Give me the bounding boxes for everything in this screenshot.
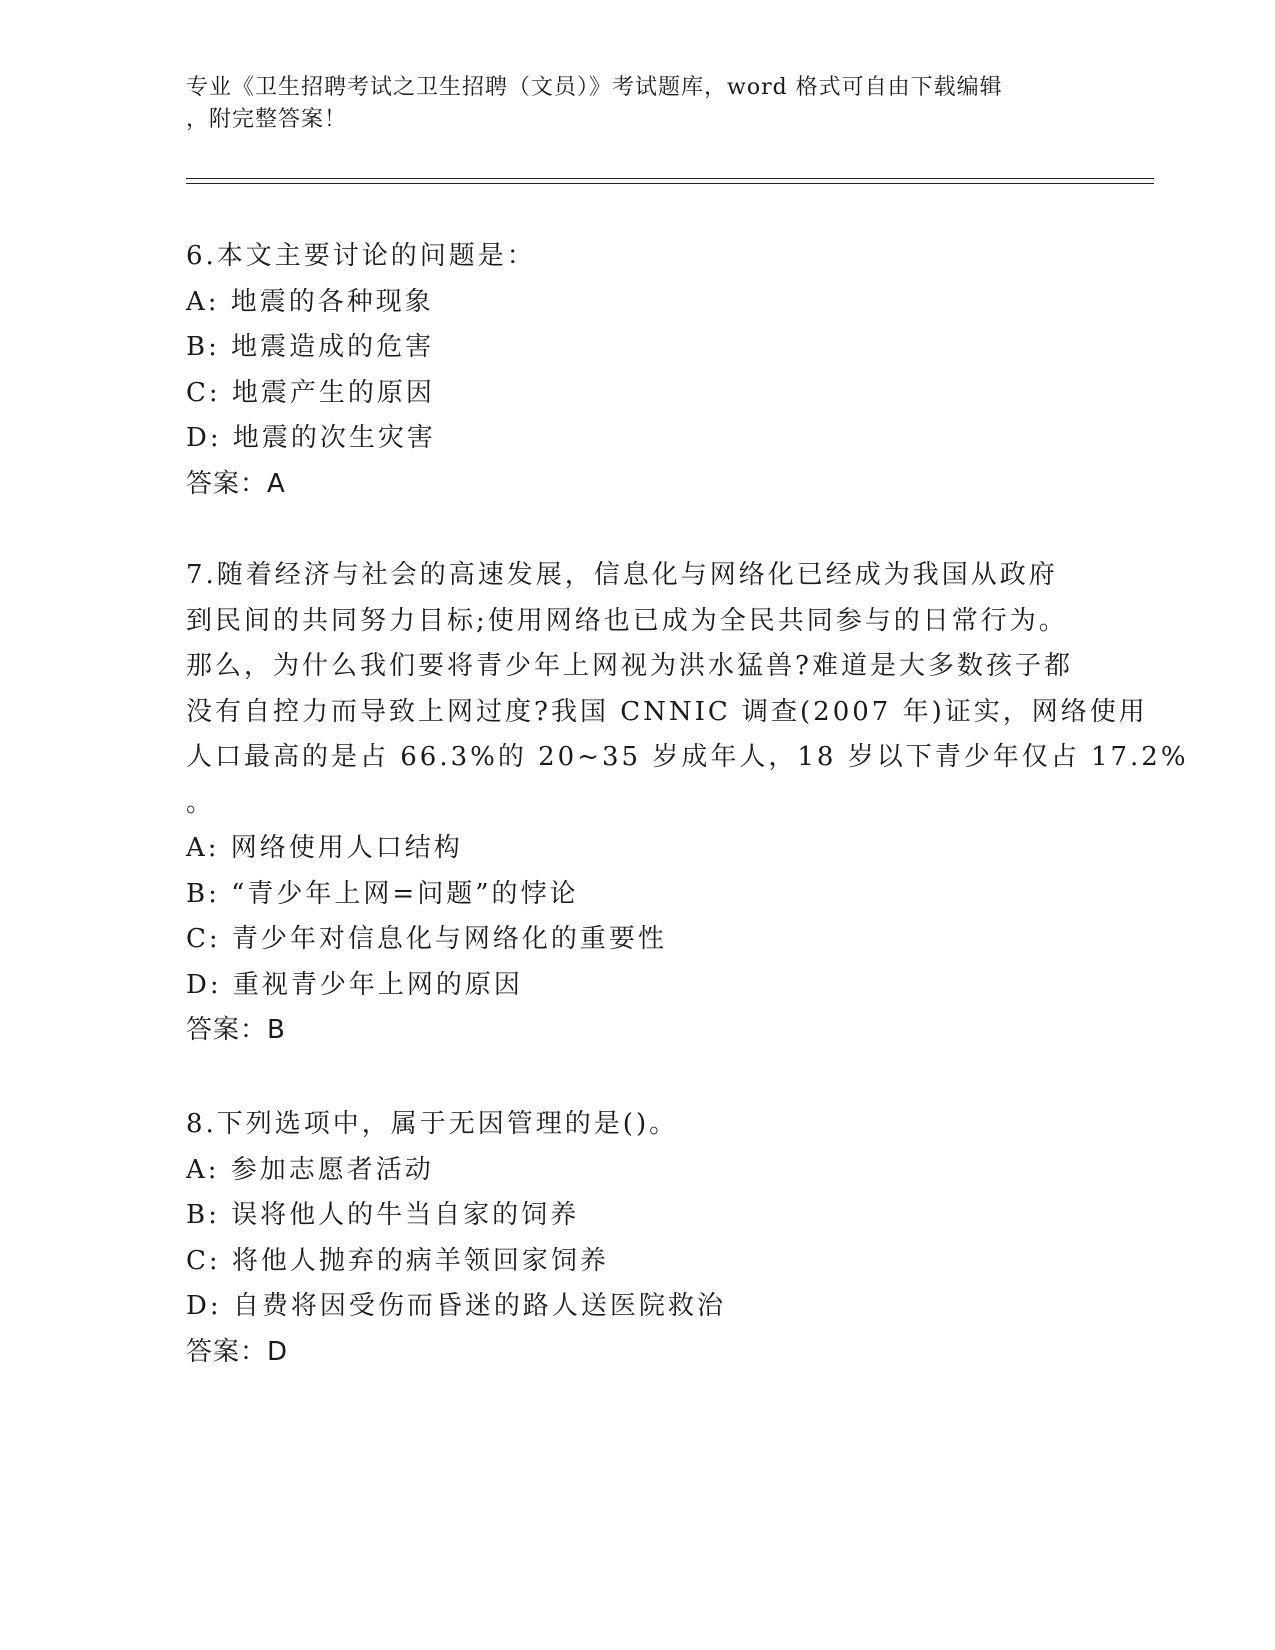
answer: 答案：D bbox=[186, 1336, 289, 1367]
stem-line: 没有自控力而导致上网过度?我国 CNNIC 调查(2007 年)证实，网络使用 bbox=[186, 696, 1148, 727]
stem-line: 那么，为什么我们要将青少年上网视为洪水猛兽?难道是大多数孩子都 bbox=[186, 651, 1073, 681]
stem-line: 8.下列选项中，属于无因管理的是()。 bbox=[186, 1109, 679, 1139]
option-c: C: 将他人抛弃的病羊领回家饲养 bbox=[186, 1245, 609, 1276]
stem-line: 人口最高的是占 66.3%的 20~35 岁成年人，18 岁以下青少年仅占 17.2% bbox=[186, 742, 1189, 772]
question-stem bbox=[186, 553, 1189, 826]
answer: 答案：A bbox=[186, 468, 286, 499]
stem-line: 到民间的共同努力目标;使用网络也已成为全民共同参与的日常行为。 bbox=[186, 605, 1068, 636]
option-a: A: 参加志愿者活动 bbox=[186, 1154, 434, 1185]
option-d: D: 地震的次生灾害 bbox=[186, 423, 436, 453]
question-7 bbox=[186, 553, 1189, 1054]
question-stem bbox=[186, 234, 1086, 280]
document-header bbox=[186, 72, 1066, 136]
header-line-2: ，附完整答案！ bbox=[186, 107, 348, 132]
question-8 bbox=[186, 1102, 1086, 1375]
header-divider-bottom bbox=[186, 183, 1154, 184]
option-a: A: 地震的各种现象 bbox=[186, 286, 434, 317]
header-line-1: 专业《卫生招聘考试之卫生招聘（文员）》考试题库，word 格式可自由下载编辑 bbox=[186, 75, 1003, 100]
option-d: D: 自费将因受伤而昏迷的路人送医院救治 bbox=[186, 1291, 726, 1321]
question-6 bbox=[186, 234, 1086, 507]
header-divider-top bbox=[186, 178, 1154, 179]
stem-line: 。 bbox=[186, 787, 216, 818]
answer: 答案：B bbox=[186, 1015, 286, 1045]
option-d: D: 重视青少年上网的原因 bbox=[186, 969, 523, 1000]
option-c: C: 青少年对信息化与网络化的重要性 bbox=[186, 924, 667, 954]
option-b: B: 误将他人的牛当自家的饲养 bbox=[186, 1200, 580, 1230]
stem-line: 6.本文主要讨论的问题是： bbox=[186, 241, 536, 271]
option-b: B: 地震造成的危害 bbox=[186, 332, 435, 362]
option-b: B: “青少年上网=问题”的悖论 bbox=[186, 878, 579, 909]
option-c: C: 地震产生的原因 bbox=[186, 377, 435, 408]
option-a: A: 网络使用人口结构 bbox=[186, 833, 463, 863]
stem-line: 7.随着经济与社会的高速发展，信息化与网络化已经成为我国从政府 bbox=[186, 560, 1058, 590]
question-stem bbox=[186, 1102, 1086, 1148]
